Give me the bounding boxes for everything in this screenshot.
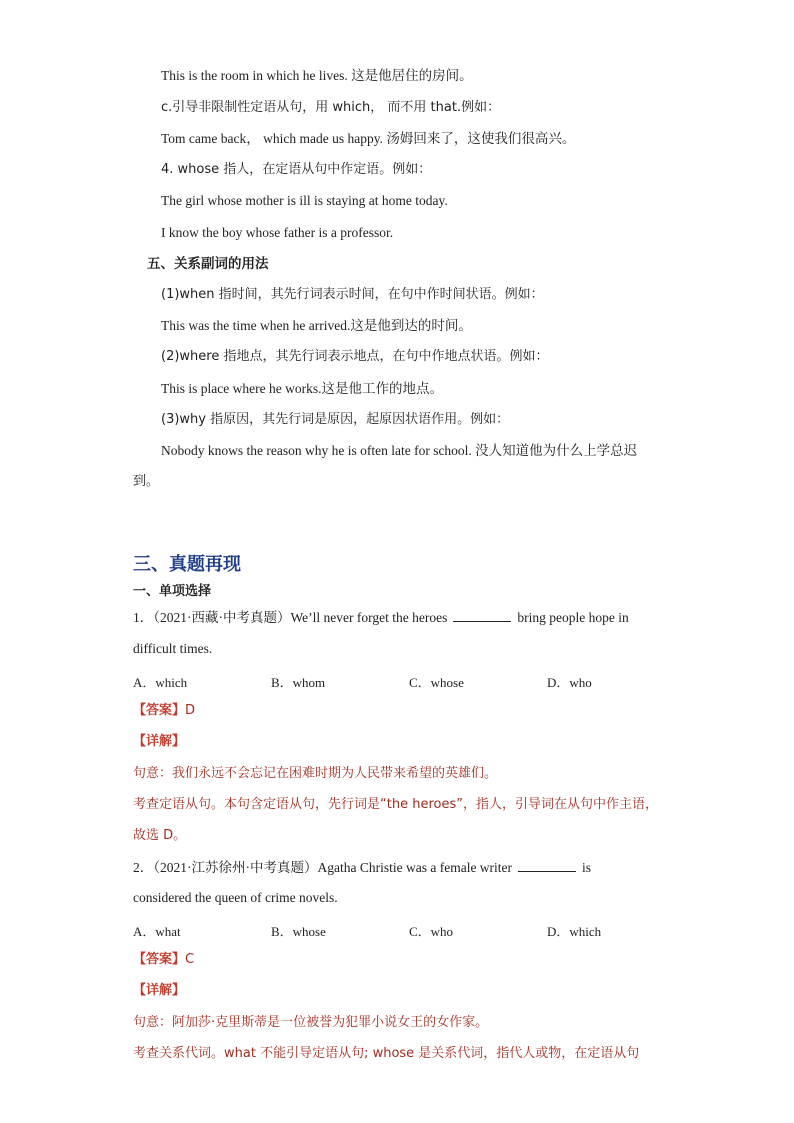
q1-blank	[453, 609, 511, 622]
q1-answer-value: D	[185, 703, 196, 718]
q1-answer-label: 【答案】	[133, 703, 186, 718]
q1-option-a: A．which	[133, 675, 188, 690]
single-choice-subtitle: 一、单项选择	[133, 584, 212, 599]
q2-blank	[518, 859, 576, 872]
q1-stem-part-b: bring people hope in	[517, 610, 629, 625]
q2-option-c: C．who	[409, 924, 454, 939]
q1-option-b: B．whom	[271, 675, 326, 690]
q2-stem-cont: considered the queen of crime novels.	[133, 890, 338, 905]
q2-option-a: A．what	[133, 924, 181, 939]
q2-stem-part-a: 2．（2021·江苏徐州·中考真题）Agatha Christie was a female writer	[133, 860, 513, 875]
q1-stem-part-a: 1．（2021·西藏·中考真题）We’ll never forget the heroes	[133, 610, 448, 625]
rule-when: (1)when 指时间，其先行词表示时间，在句中作时间状语。例如：	[161, 287, 544, 302]
example-when: This was the time when he arrived.这是他到达的时间。	[161, 318, 472, 333]
example-where: This is place where he works.这是他工作的地点。	[161, 381, 443, 396]
q2-answer-value: C	[185, 952, 195, 967]
section-five-title: 五、关系副词的用法	[147, 256, 269, 272]
example-room-which: This is the room in which he lives. 这是他居住的房间。	[161, 68, 473, 83]
q1-option-c: C．whose	[409, 675, 464, 690]
q2-answer	[133, 952, 194, 968]
q1-stem-cont: difficult times.	[133, 641, 213, 656]
rule-4-whose: 4. whose 指人，在定语从句中作定语。例如：	[161, 162, 432, 177]
example-tom-came-back: Tom came back， which made us happy. 汤姆回来了，这使我们很高兴。	[161, 131, 576, 146]
q2-detail-line-2: 考查关系代词。what 不能引导定语从句; whose 是关系代词，指代人或物，在定语从句	[133, 1046, 640, 1061]
q1-answer	[133, 703, 195, 719]
q2-detail-label: 【详解】	[133, 983, 186, 998]
example-boy-whose: I know the boy whose father is a professor.	[161, 225, 394, 240]
q1-detail-line-1: 句意：我们永远不会忘记在困难时期为人民带来希望的英雄们。	[133, 766, 498, 781]
rule-where: (2)where 指地点，其先行词表示地点，在句中作地点状语。例如：	[161, 349, 549, 364]
q1-detail-line-3: 故选 D。	[133, 828, 187, 843]
rule-why: (3)why 指原因，其先行词是原因，起原因状语作用。例如：	[161, 412, 510, 427]
rule-c-nonrestrictive: c.引导非限制性定语从句，用 which， 而不用 that.例如：	[161, 100, 501, 115]
section-three-title: 三、真题再现	[133, 554, 241, 575]
q2-stem-part-b: is	[582, 860, 592, 875]
q1-stem	[133, 609, 629, 626]
q2-stem	[133, 859, 591, 876]
q1-detail-line-2: 考查定语从句。本句含定语从句，先行词是“the heroes”，指人，引导词在从句中作主语，	[133, 797, 658, 812]
q2-option-b: B．whose	[271, 924, 326, 939]
example-why-cont: 到。	[133, 474, 160, 489]
q1-detail-label: 【详解】	[133, 734, 186, 749]
q2-answer-label: 【答案】	[133, 952, 186, 967]
q2-detail-line-1: 句意：阿加莎·克里斯蒂是一位被誉为犯罪小说女王的女作家。	[133, 1015, 489, 1030]
example-girl-whose: The girl whose mother is ill is staying at home today.	[161, 193, 448, 208]
q2-option-d: D．which	[547, 924, 602, 939]
q1-option-d: D．who	[547, 675, 592, 690]
example-why: Nobody knows the reason why he is often late for school. 没人知道他为什么上学总迟	[161, 443, 638, 458]
